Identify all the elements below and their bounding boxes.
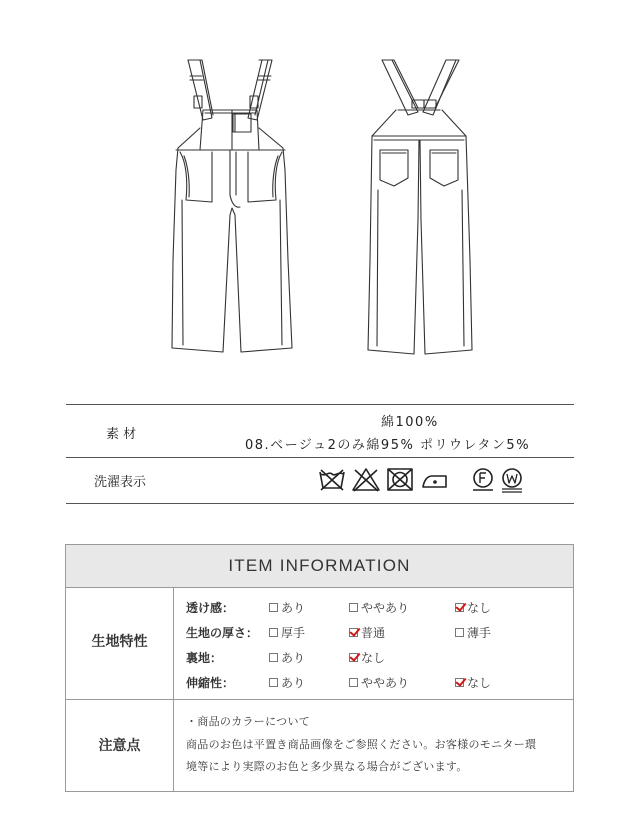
- item-information-title: ITEM INFORMATION: [66, 545, 573, 588]
- wet-clean-w-icon: [502, 469, 522, 492]
- lining-option-yes[interactable]: あり: [269, 649, 305, 666]
- stretch-option-yes[interactable]: あり: [269, 674, 305, 691]
- row-divider: [66, 699, 573, 700]
- stretch-option-none[interactable]: なし: [455, 674, 491, 691]
- no-wash-icon: [320, 470, 344, 490]
- sheerness-option-none[interactable]: なし: [455, 599, 491, 616]
- stretch-label: 伸縮性：: [186, 676, 235, 690]
- notes-label: 注意点: [98, 738, 141, 754]
- notes-line-1: 商品のお色は平置き商品画像をご参照ください。お客様のモニター環: [186, 738, 537, 751]
- column-divider: [173, 588, 174, 791]
- spec-top-rule: [66, 404, 574, 405]
- fabric-properties-label: 生地特性: [91, 634, 148, 650]
- thickness-option-thick[interactable]: 厚手: [269, 624, 305, 641]
- checkbox[interactable]: [269, 628, 278, 637]
- material-line-2: 08.ベージュ2のみ綿95% ポリウレタン5%: [245, 438, 531, 453]
- checkbox[interactable]: [349, 678, 358, 687]
- garment-illustration: [0, 0, 640, 390]
- checkbox[interactable]: [455, 628, 464, 637]
- checkbox-checked[interactable]: [455, 603, 464, 612]
- notes-heading: ・商品のカラーについて: [186, 715, 311, 728]
- spec-bottom-rule: [66, 503, 574, 504]
- checkbox[interactable]: [269, 603, 278, 612]
- checkbox[interactable]: [269, 678, 278, 687]
- no-bleach-icon: [353, 469, 379, 491]
- sheerness-option-yes[interactable]: あり: [269, 599, 305, 616]
- lining-label: 裏地：: [186, 651, 223, 665]
- spec-mid-rule: [66, 457, 574, 458]
- checkbox-checked[interactable]: [349, 628, 358, 637]
- item-information-table: [65, 544, 574, 792]
- sheerness-option-slight[interactable]: ややあり: [349, 599, 409, 616]
- iron-low-icon: [423, 476, 446, 487]
- care-symbols: [318, 466, 528, 498]
- dry-clean-f-icon: [473, 469, 493, 490]
- thickness-option-thin[interactable]: 薄手: [455, 624, 491, 641]
- material-line-1: 綿100%: [381, 415, 439, 430]
- care-label: 洗濯表示: [94, 475, 147, 490]
- stretch-option-slight[interactable]: ややあり: [349, 674, 409, 691]
- checkbox[interactable]: [349, 603, 358, 612]
- material-label: 素 材: [106, 427, 137, 442]
- no-tumble-dry-icon: [388, 469, 412, 490]
- checkbox-checked[interactable]: [349, 653, 358, 662]
- thickness-label: 生地の厚さ：: [186, 626, 259, 640]
- checkbox[interactable]: [269, 653, 278, 662]
- sheerness-label: 透け感：: [186, 601, 235, 615]
- overalls-front-view: [172, 60, 292, 352]
- overalls-back-view: [368, 60, 472, 354]
- checkbox-checked[interactable]: [455, 678, 464, 687]
- lining-option-no[interactable]: なし: [349, 649, 385, 666]
- thickness-option-normal[interactable]: 普通: [349, 624, 385, 641]
- notes-line-2: 境等により実際のお色と多少異なる場合がございます。: [186, 760, 468, 773]
